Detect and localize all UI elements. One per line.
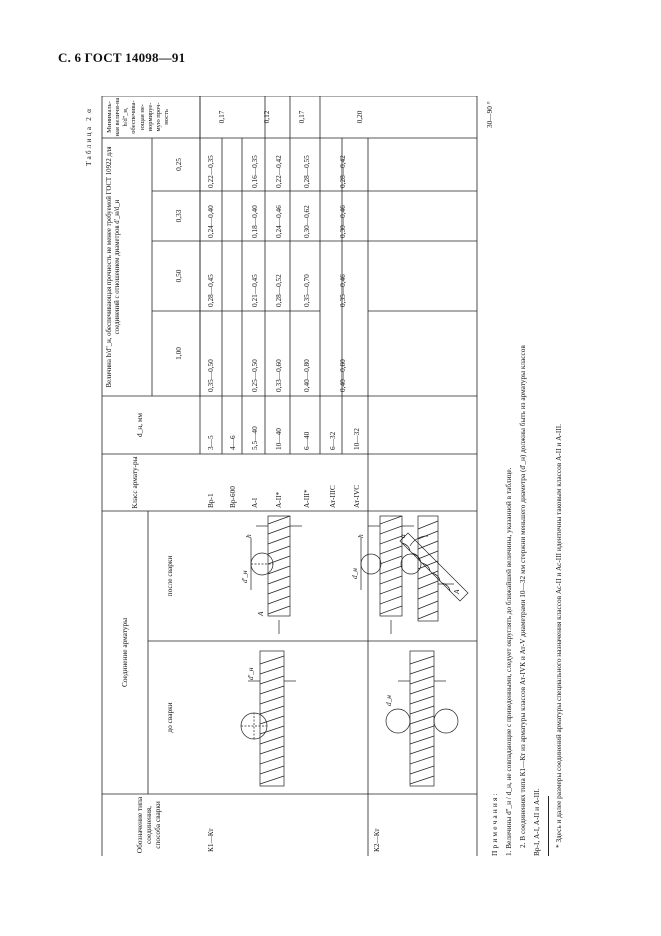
footnote-rule [548,796,549,856]
notes-title: Примечания: [490,791,499,856]
alpha-value: 30—90 ° [485,101,494,128]
k2-after-diagram [361,516,421,634]
type-label-k2: К2—Кт [372,828,381,852]
row-5-v2: 0,35—0,70 [302,274,311,307]
row-4-v4: 0,22—0,42 [274,155,283,188]
row-3-class: А-I [250,497,259,508]
rotated-table-block [80,96,580,856]
table-caption: Таблица 2 [84,114,93,166]
k2-before-diagram [386,651,458,786]
row-1-d: 3—5 [206,435,215,450]
row-6-v3: 0,30—0,46 [338,205,347,238]
diameter-header: d_н, мм [135,412,144,438]
min-value-3: 0,17 [297,110,306,124]
row-1-v3: 0,24—0,40 [206,205,215,238]
row-1-v1: 0,35—0,50 [206,359,215,392]
before-welding-header: до сварки [165,702,174,733]
alpha-header: α [84,109,93,113]
row-5-class: А-III* [302,489,311,508]
row-7-d: 10—32 [352,428,361,450]
k2-before-label-d: d_н [384,695,393,706]
k1-before-label-h: d'_н [246,667,255,680]
k2-after-label-h: h [356,534,365,538]
row-5-v3: 0,30—0,62 [302,205,311,238]
alpha-label-a: А [452,589,461,594]
ratio-1: 1,00 [174,347,183,360]
ratio-4: 0,25 [174,158,183,171]
row-1-class: Вр-1 [206,493,215,508]
row-1-v2: 0,28—0,45 [206,274,215,307]
page-header: С. 6 ГОСТ 14098—91 [58,50,186,65]
row-3-v2: 0,21—0,45 [250,274,259,307]
row-3-v4: 0,16—0,35 [250,155,259,188]
row-4-v2: 0,28—0,52 [274,274,283,307]
row-5-v4: 0,28—0,55 [302,155,311,188]
alpha-diagram [400,516,468,621]
k1-after-label-d: d'_н [240,570,249,583]
note-2b: Вр-I, А-I, А-II и А-III. [532,788,541,856]
k1-after-diagram [251,516,302,634]
note-2a: 2. В соединениях типа К1—Кт из арматуры классов Ат-IVК и Ат-V диаметрами 10—32 мм стержни меньшего диаметра (d'_н) должны быть из арматуры классов [518,345,527,848]
ratio-header: Величина h/d''_н, обеспечивающая прочность не менее требуемой ГОСТ 10922 для соединений с отношением диаметров d'_н/d_н [106,146,122,388]
row-6-class: Ат-IIIC [328,485,337,508]
min-header: Минималь-ная величи-на h/d''_н, обеспечива-ющая не-нормируе-мую проч-ность [106,97,170,137]
alpha-label: α [398,534,407,538]
footnote: * Здесь и далее размеры соединений арматуры специального назначения классов Ас-II и Ас-III идентичны таковым классов А-II и А-III. [554,424,563,848]
note-1: 1. Величины d''_н / d_н, не совпадающие с приведенными, следует округлять до ближайшей величины, указанной в таблице. [504,467,513,856]
min-value-1: 0,17 [217,110,226,124]
row-4-v3: 0,24—0,46 [274,205,283,238]
rebar-class-header: Класс армату-ры [130,456,139,509]
row-5-d: 6—40 [302,431,311,450]
k2-after-label-d: d_н [350,568,359,579]
designation-header: Обозначение типа соединения, способа сварки [135,796,163,854]
connection-header: Соединение арматуры [120,617,129,688]
row-6-v1: 0,40—0,60 [338,359,347,392]
k1-after-label-a: А [256,611,265,616]
k1-after-label-h: h [244,534,253,538]
row-6-v4: 0,28—0,42 [338,155,347,188]
row-6-v2: 0,35—0,46 [338,274,347,307]
min-value-2: 0,12 [262,110,271,124]
row-6-d: 6—32 [328,431,337,450]
row-3-d: 5,5—40 [250,426,259,450]
row-1-v4: 0,22—0,35 [206,155,215,188]
min-value-4: 0,20 [355,110,364,124]
after-welding-header: после сварки [165,555,174,597]
ratio-2: 0,50 [174,269,183,283]
row-2-d: 4—6 [228,435,237,450]
row-4-v1: 0,33—0,60 [274,359,283,392]
row-3-v3: 0,18—0,40 [250,205,259,238]
row-3-v1: 0,25—0,50 [250,359,259,392]
ratio-3: 0,33 [174,209,183,223]
type-label-k1: К1—Кт [206,828,215,852]
row-5-v1: 0,40—0,80 [302,359,311,392]
row-7-class: Ат-IVC [352,484,361,508]
row-4-d: 10—40 [274,428,283,450]
row-2-class: Вр-600 [228,486,237,508]
row-4-class: А-II* [274,491,283,508]
